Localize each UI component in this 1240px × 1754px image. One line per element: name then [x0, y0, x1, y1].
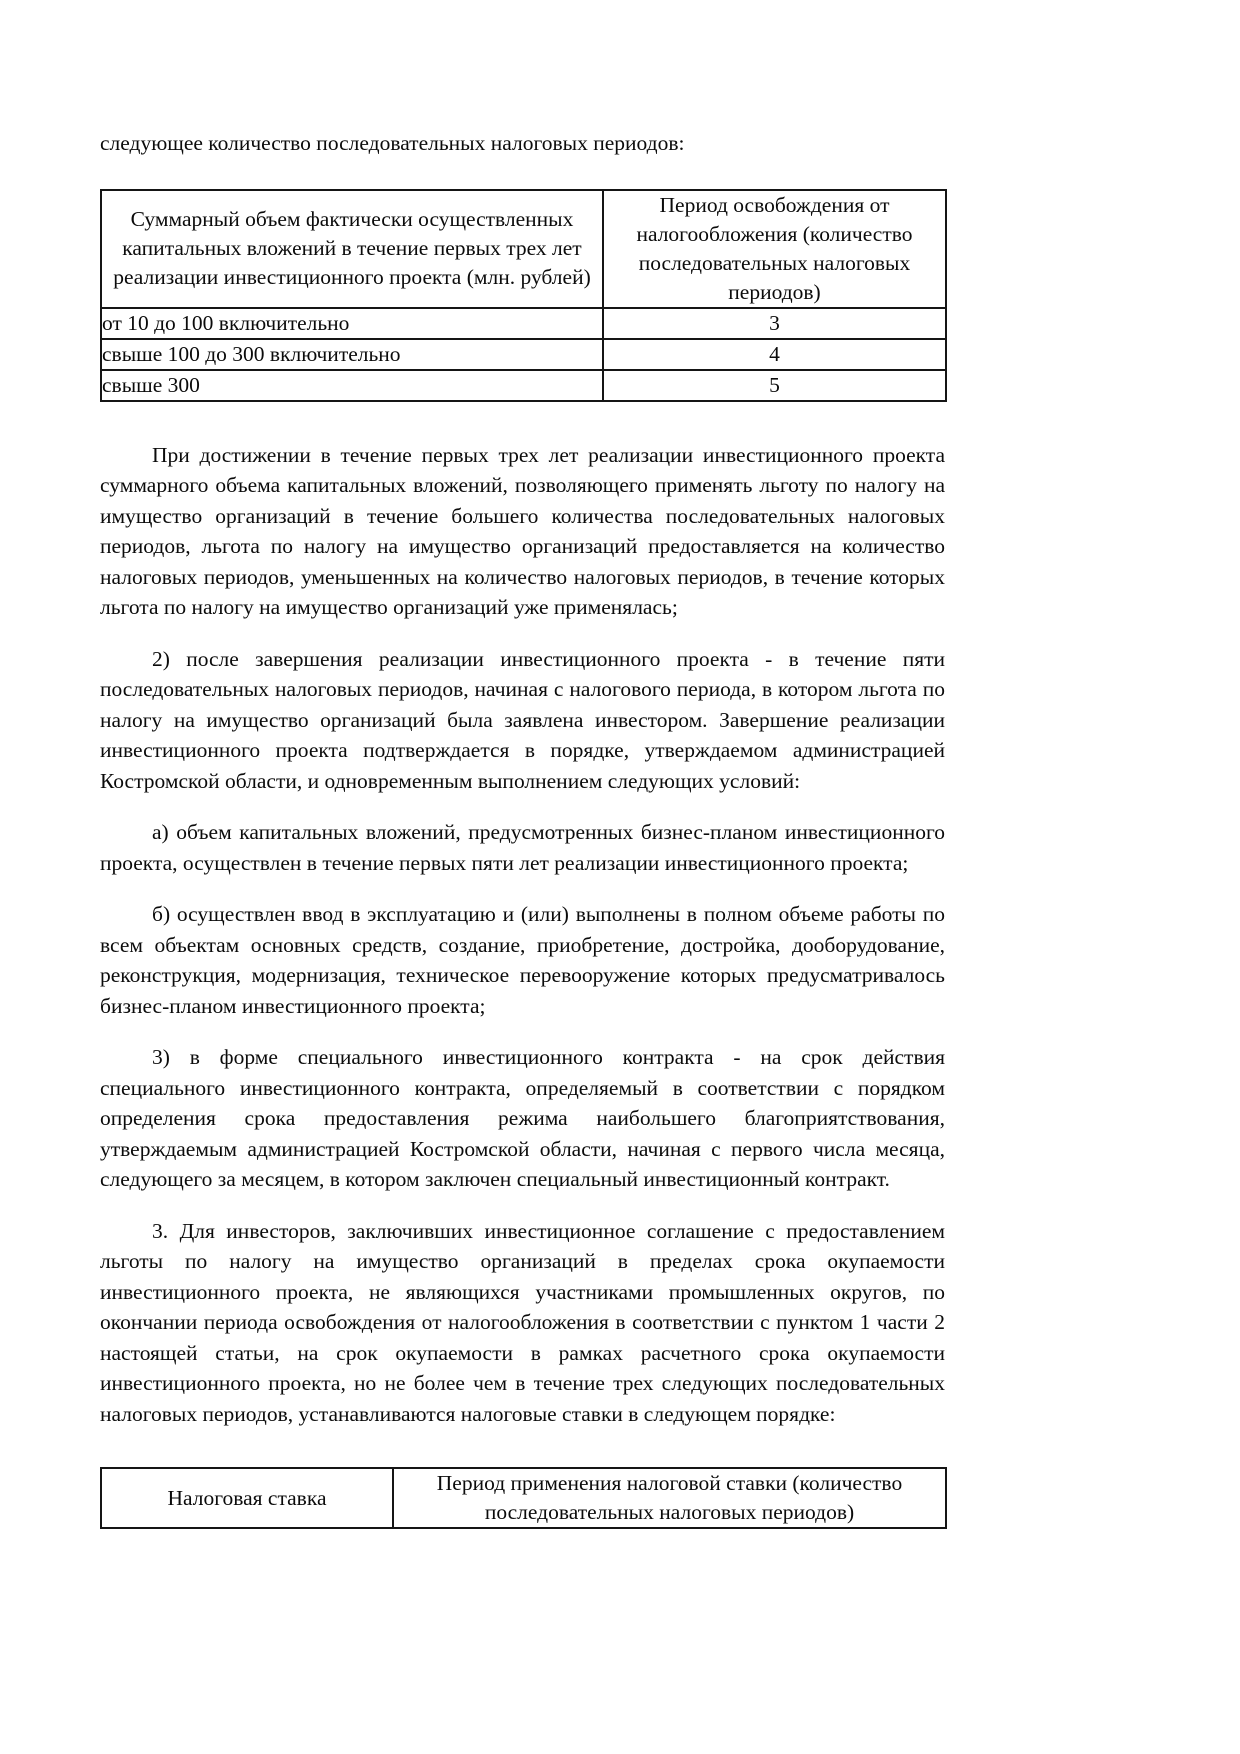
- spacer: [100, 796, 945, 817]
- paragraph-item-3: 3) в форме специального инвестиционного контракта - на срок действия специального инвестиционного контракта, определяемый в соответствии с порядком определения срока предоставления режима наибольшего благоприятствования, утверждаемым администрацией Костромской области, начиная с первого числа месяца, следующего за месяцем, в котором заключен специальный инвестиционный контракт.: [100, 1045, 945, 1191]
- table1-header-capital-volume: Суммарный объем фактически осуществленных капитальных вложений в течение первых трех лет реализации инвестиционного проекта (млн. рублей): [101, 190, 603, 308]
- table2-header-application-period: Период применения налоговой ставки (количество последовательных налоговых периодов): [393, 1468, 946, 1528]
- spacer: [100, 402, 945, 440]
- paragraph-item-2: 2) после завершения реализации инвестиционного проекта - в течение пяти последовательных налоговых периодов, начиная с налогового периода, в котором льгота по налогу на имущество организаций была заявлена инвестором. Завершение реализации инвестиционного проекта подтверждается в порядке, утверждаемом администрацией Костромской области, и одновременным выполнением следующих условий:: [100, 646, 945, 793]
- exemption-periods-table: [100, 189, 947, 402]
- spacer: [100, 623, 945, 644]
- table1-row2-range: свыше 300: [101, 370, 603, 401]
- table1-row0-range: от 10 до 100 включительно: [101, 308, 603, 339]
- spacer: [100, 1195, 945, 1216]
- table-header-row: [101, 1468, 946, 1528]
- table-row: [101, 370, 946, 401]
- table1-row1-range: свыше 100 до 300 включительно: [101, 339, 603, 370]
- tax-rate-table: [100, 1467, 947, 1529]
- table1-row1-periods: 4: [603, 339, 946, 370]
- table1-row2-periods: 5: [603, 370, 946, 401]
- paragraph-subitem-b: б) осуществлен ввод в эксплуатацию и (или) выполнены в полном объеме работы по всем объектам основных средств, создание, приобретение, достройка, дооборудование, реконструкция, модернизация, техническое перевооружение которых предусматривалось бизнес-планом инвестиционного проекта;: [100, 902, 945, 1018]
- table-header-row: [101, 190, 946, 308]
- spacer: [100, 878, 945, 899]
- table-row: [101, 339, 946, 370]
- spacer: [100, 1429, 945, 1467]
- table2-header-tax-rate: Налоговая ставка: [101, 1468, 393, 1528]
- table1-row0-periods: 3: [603, 308, 946, 339]
- intro-line: следующее количество последовательных налоговых периодов:: [100, 131, 685, 155]
- spacer: [100, 159, 945, 189]
- paragraph-subitem-a: а) объем капитальных вложений, предусмотренных бизнес-планом инвестиционного проекта, осуществлен в течение первых пяти лет реализации инвестиционного проекта;: [100, 820, 945, 875]
- table-row: [101, 308, 946, 339]
- paragraph-section-3: 3. Для инвесторов, заключивших инвестиционное соглашение с предоставлением льготы по налогу на имущество организаций в пределах срока окупаемости инвестиционного проекта, не являющихся участниками промышленных округов, по окончании периода освобождения от налогообложения в соответствии с пунктом 1 части 2 настоящей статьи, на срок окупаемости в рамках расчетного срока окупаемости инвестиционного проекта, но не более чем в течение трех следующих последовательных налоговых периодов, устанавливаются налоговые ставки в следующем порядке:: [100, 1218, 945, 1426]
- paragraph-achievement: При достижении в течение первых трех лет реализации инвестиционного проекта суммарного объема капитальных вложений, позволяющего применять льготу по налогу на имущество организаций в течение большего количества последовательных налоговых периодов, льгота по налогу на имущество организаций предоставляется на количество налоговых периодов, уменьшенных на количество налоговых периодов, в течение которых льгота по налогу на имущество организаций уже применялась;: [100, 442, 945, 619]
- table1-header-exemption-period: Период освобождения от налогообложения (количество последовательных налоговых периодов): [603, 190, 946, 308]
- spacer: [100, 1021, 945, 1042]
- page-content: [100, 128, 945, 1529]
